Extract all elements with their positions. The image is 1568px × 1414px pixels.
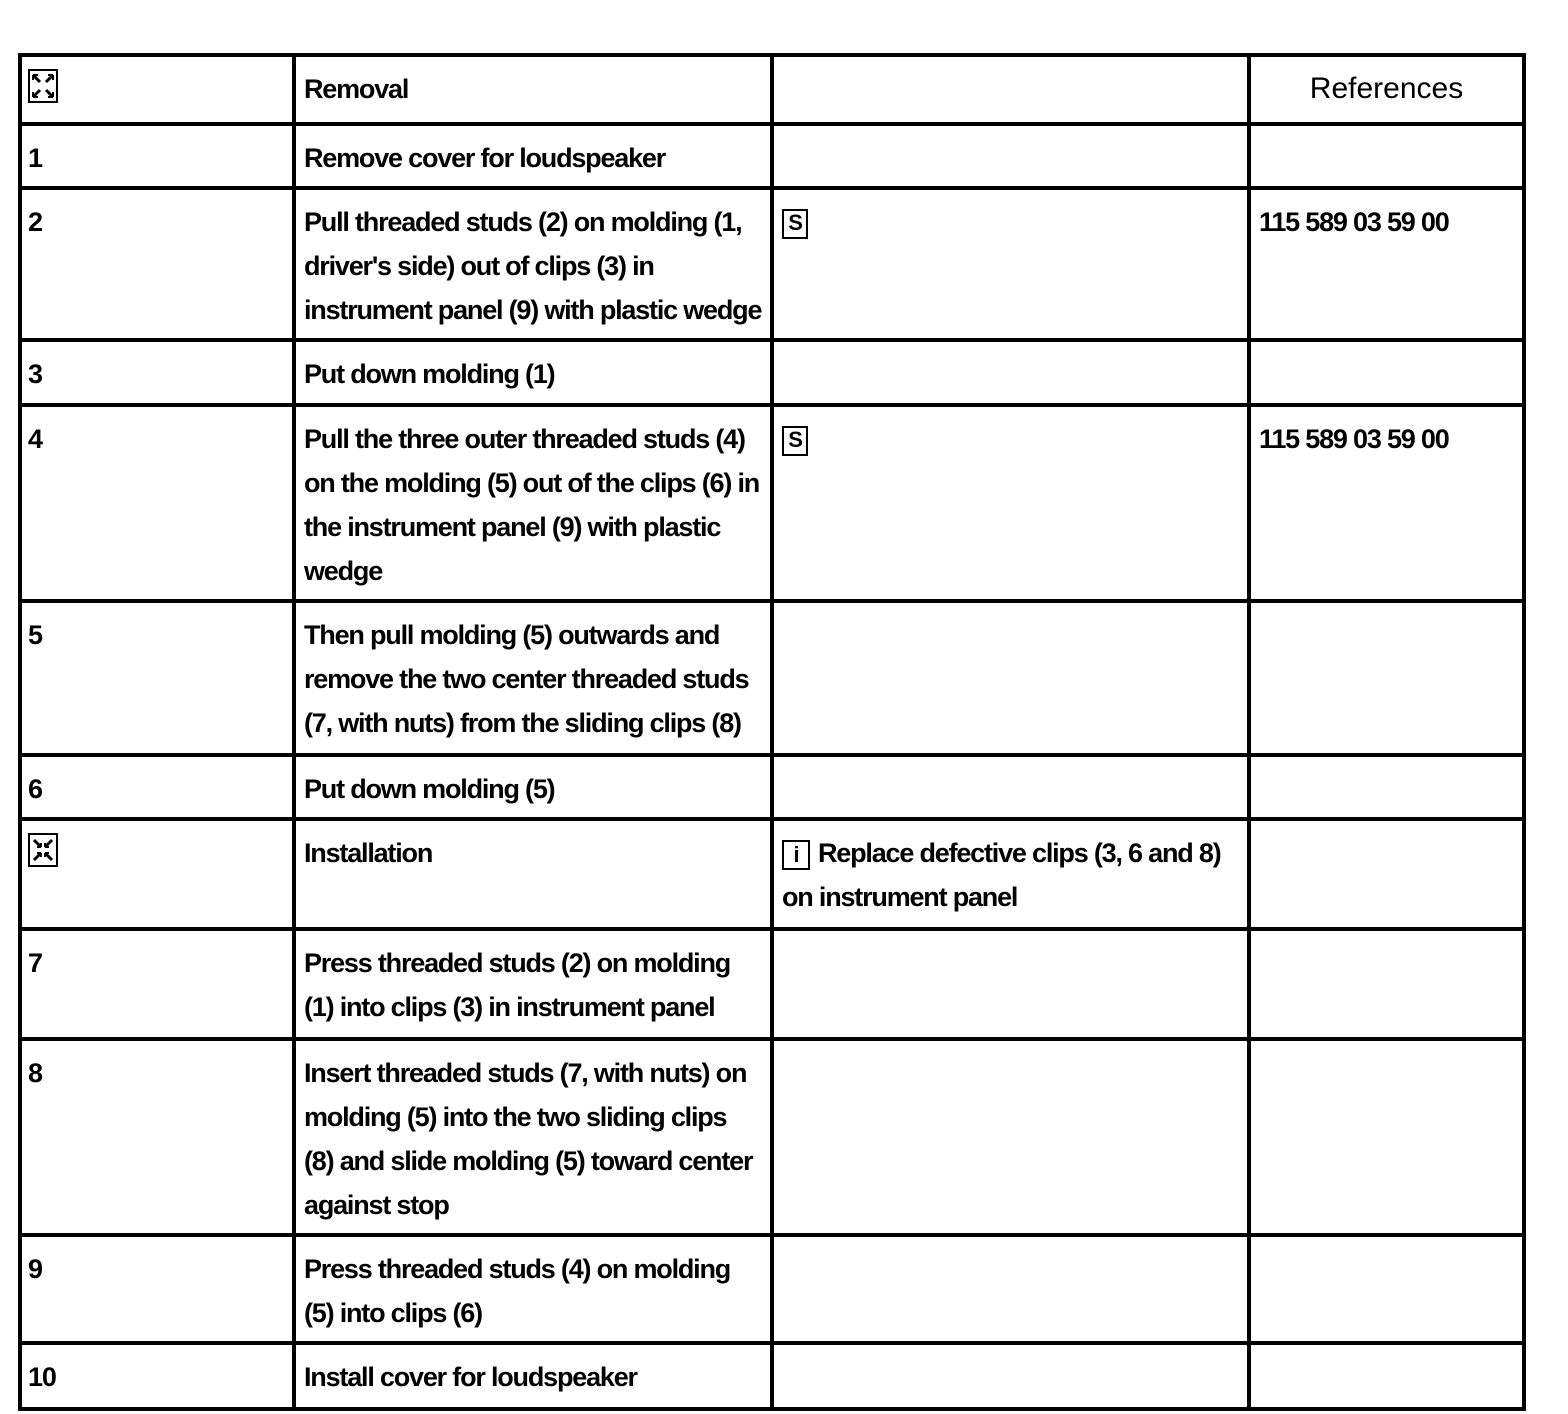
info-icon: i — [782, 840, 810, 870]
installation-note — [772, 819, 1249, 929]
step-number: 9 — [20, 1235, 294, 1343]
step-note — [772, 929, 1249, 1039]
step-text: Pull threaded studs (2) on molding (1, driver's side) out of clips (3) in instrument panel (9) with plastic wedge — [294, 188, 772, 340]
removal-symbol-icon — [28, 69, 58, 103]
table-row — [20, 405, 1524, 601]
procedure-table — [18, 53, 1526, 1411]
table-row — [20, 340, 1524, 405]
step-reference: 115 589 03 59 00 — [1249, 188, 1524, 340]
step-number: 3 — [20, 340, 294, 405]
step-text: Then pull molding (5) outwards and remove the two center threaded studs (7, with nuts) from the sliding clips (8) — [294, 601, 772, 755]
step-reference — [1249, 601, 1524, 755]
installation-note-text: Replace defective clips (3, 6 and 8) on instrument panel — [782, 838, 1221, 912]
removal-icon-cell — [20, 55, 294, 124]
table-row — [20, 1039, 1524, 1235]
step-note — [772, 340, 1249, 405]
step-note — [772, 1343, 1249, 1409]
step-text: Pull the three outer threaded studs (4) on the molding (5) out of the clips (6) in the instrument panel (9) with plastic wedge — [294, 405, 772, 601]
references-heading: References — [1249, 55, 1524, 124]
step-note — [772, 1235, 1249, 1343]
step-number: 10 — [20, 1343, 294, 1409]
table-row — [20, 1235, 1524, 1343]
step-text: Put down molding (1) — [294, 340, 772, 405]
step-number: 2 — [20, 188, 294, 340]
step-note — [772, 755, 1249, 819]
step-note — [772, 601, 1249, 755]
step-number: 4 — [20, 405, 294, 601]
step-text: Press threaded studs (2) on molding (1) into clips (3) in instrument panel — [294, 929, 772, 1039]
installation-symbol-icon — [28, 833, 58, 867]
step-text: Install cover for loudspeaker — [294, 1343, 772, 1409]
step-reference — [1249, 1343, 1524, 1409]
step-note — [772, 1039, 1249, 1235]
installation-header-row — [20, 819, 1524, 929]
step-text: Insert threaded studs (7, with nuts) on molding (5) into the two sliding clips (8) and slide molding (5) toward center against stop — [294, 1039, 772, 1235]
installation-reference — [1249, 819, 1524, 929]
step-number: 8 — [20, 1039, 294, 1235]
step-number: 6 — [20, 755, 294, 819]
installation-heading: Installation — [294, 819, 772, 929]
step-number: 5 — [20, 601, 294, 755]
step-text: Press threaded studs (4) on molding (5) into clips (6) — [294, 1235, 772, 1343]
step-note — [772, 188, 1249, 340]
step-note — [772, 124, 1249, 188]
step-reference — [1249, 1039, 1524, 1235]
special-tool-icon: S — [782, 426, 808, 456]
step-text: Remove cover for loudspeaker — [294, 124, 772, 188]
step-number: 1 — [20, 124, 294, 188]
table-row — [20, 188, 1524, 340]
special-tool-icon: S — [782, 209, 808, 239]
table-row — [20, 755, 1524, 819]
step-note — [772, 405, 1249, 601]
step-reference: 115 589 03 59 00 — [1249, 405, 1524, 601]
step-text: Put down molding (5) — [294, 755, 772, 819]
note-column-header — [772, 55, 1249, 124]
table-header-row — [20, 55, 1524, 124]
step-reference — [1249, 124, 1524, 188]
table-row — [20, 124, 1524, 188]
installation-icon-cell — [20, 819, 294, 929]
step-number: 7 — [20, 929, 294, 1039]
table-row — [20, 601, 1524, 755]
step-reference — [1249, 929, 1524, 1039]
step-reference — [1249, 1235, 1524, 1343]
step-reference — [1249, 340, 1524, 405]
table-row — [20, 929, 1524, 1039]
table-row — [20, 1343, 1524, 1409]
removal-heading: Removal — [294, 55, 772, 124]
step-reference — [1249, 755, 1524, 819]
